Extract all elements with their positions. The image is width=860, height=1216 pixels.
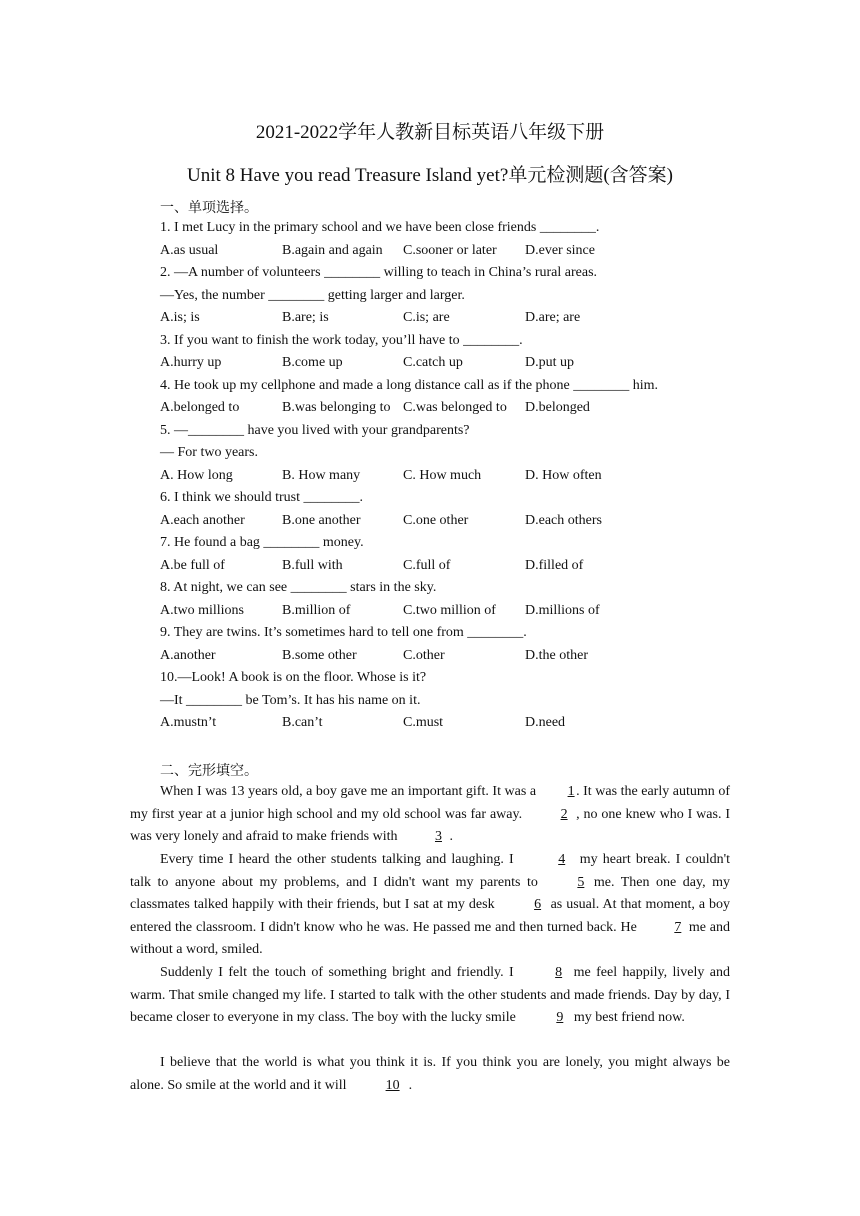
question-1-stem: 1. I met Lucy in the primary school and we have been close friends ________. [160, 220, 600, 235]
question-5-stem: 5. —________ have you lived with your grandparents? [160, 423, 470, 438]
option-a[interactable]: A.another [160, 648, 216, 663]
option-d[interactable]: D.put up [525, 355, 574, 370]
option-d[interactable]: D.need [525, 715, 566, 730]
question-9-stem: 9. They are twins. It’s sometimes hard to tell one from ________. [160, 625, 527, 640]
question-5-options [160, 467, 760, 485]
option-b[interactable]: B.are; is [282, 310, 329, 325]
blank-7[interactable]: 7 [674, 919, 682, 935]
paragraph-text: Every time I heard the other students talking and laughing. I [160, 852, 514, 867]
option-d[interactable]: D.the other [525, 648, 588, 663]
paragraph-text: as usual. At that moment, a boy entered the classroom. I didn't know who he was. He passed me and then turned back. He [130, 897, 731, 935]
option-c[interactable]: C.must [403, 715, 444, 730]
option-a[interactable]: A. How long [160, 468, 233, 483]
section2-heading: 二、完形填空。 [160, 764, 258, 779]
page-subtitle: Unit 8 Have you read Treasure Island yet?单元检测题(含答案) [187, 165, 673, 186]
blank-10[interactable]: 10 [385, 1077, 400, 1093]
option-b[interactable]: B. How many [282, 468, 361, 483]
option-a[interactable]: A.as usual [160, 243, 219, 258]
paragraph-text: , no one knew who I was. I was very lonely and afraid to make friends with [130, 806, 731, 845]
option-d[interactable]: D.filled of [525, 558, 584, 573]
paragraph-text: me feel happily, lively and warm. That smile changed my life. I started to talk with the other students and made friends. Day by day, I became closer to everyone in my class. The boy with the lucky smile [130, 965, 731, 1026]
option-b[interactable]: B.one another [282, 513, 361, 528]
option-d[interactable]: D.each others [525, 513, 602, 528]
paragraph-text: . It was the early autumn of my first year at a junior high school and my old school was far away. [130, 784, 731, 822]
question-4-stem: 4. He took up my cellphone and made a long distance call as if the phone ________ him. [160, 378, 659, 393]
option-d[interactable]: D. How often [525, 468, 602, 483]
blank-5[interactable]: 5 [577, 874, 585, 890]
blank-4[interactable]: 4 [558, 852, 566, 867]
question-6-options [160, 512, 760, 530]
option-d[interactable]: D.belonged [525, 400, 590, 415]
question-7-options [160, 557, 760, 575]
blank-6[interactable]: 6 [534, 897, 542, 913]
option-b[interactable]: B.million of [282, 603, 351, 618]
option-c[interactable]: C.two million of [403, 603, 496, 618]
option-b[interactable]: B.again and again [282, 243, 383, 258]
question-3-stem: 3. If you want to finish the work today, you’ll have to ________. [160, 333, 523, 348]
option-a[interactable]: A.be full of [160, 558, 225, 573]
option-c[interactable]: C.sooner or later [403, 243, 497, 258]
paragraph-text: me. Then one day, my classmates talked happily with their friends, but I sat at my desk [130, 874, 730, 913]
question-8-stem: 8. At night, we can see ________ stars in the sky. [160, 580, 437, 595]
option-c[interactable]: C. How much [403, 468, 482, 483]
option-b[interactable]: B.come up [282, 355, 343, 370]
paragraph-text: my heart break. I couldn't talk to anyone about my problems, and I didn't want my parents to [130, 852, 730, 890]
cloze-paragraph-3 [130, 962, 730, 1030]
paragraph-text: my best friend now. [573, 1010, 685, 1026]
paragraph-text: . [449, 829, 453, 845]
paragraph-text: I believe that the world is what you think it is. If you think you are lonely, you might always be alone. So smile at the world and it will [130, 1055, 730, 1093]
option-d[interactable]: D.are; are [525, 310, 581, 325]
option-a[interactable]: A.two millions [160, 603, 245, 618]
blank-3[interactable]: 3 [434, 829, 442, 845]
question-2-stem-line2: —Yes, the number ________ getting larger and larger. [160, 288, 465, 303]
question-2-options [160, 309, 760, 327]
option-b[interactable]: B.was belonging to [282, 400, 391, 415]
option-a[interactable]: A.belonged to [160, 400, 240, 415]
cloze-paragraph-4 [130, 1052, 730, 1097]
paragraph-text: Suddenly I felt the touch of something bright and friendly. I [160, 965, 514, 980]
question-10-stem: 10.—Look! A book is on the floor. Whose is it? [160, 670, 427, 685]
question-1-options [160, 242, 760, 260]
option-c[interactable]: C.was belonged to [403, 400, 507, 415]
paragraph-text: . [408, 1077, 413, 1093]
question-5-stem-line2: — For two years. [160, 445, 258, 460]
option-d[interactable]: D.millions of [525, 603, 600, 618]
option-a[interactable]: A.mustn’t [160, 715, 217, 730]
blank-8[interactable]: 8 [555, 965, 563, 980]
section1-heading: 一、单项选择。 [160, 201, 258, 216]
question-6-stem: 6. I think we should trust ________. [160, 490, 363, 505]
blank-2[interactable]: 2 [560, 806, 568, 822]
page-title: 2021-2022学年人教新目标英语八年级下册 [255, 122, 605, 143]
paragraph-text: When I was 13 years old, a boy gave me an important gift. It was a [160, 784, 537, 799]
option-a[interactable]: A.is; is [160, 310, 200, 325]
option-a[interactable]: A.hurry up [160, 355, 222, 370]
option-b[interactable]: B.full with [282, 558, 343, 573]
option-d[interactable]: D.ever since [525, 243, 595, 258]
question-10-options [160, 714, 760, 732]
question-8-options [160, 602, 760, 620]
blank-1[interactable]: 1 [567, 784, 575, 799]
option-b[interactable]: B.some other [282, 648, 357, 663]
option-a[interactable]: A.each another [160, 513, 245, 528]
blank-9[interactable]: 9 [556, 1010, 564, 1026]
question-9-options [160, 647, 760, 665]
option-c[interactable]: C.is; are [403, 310, 450, 325]
question-10-stem-line2: —It ________ be Tom’s. It has his name on it. [160, 693, 421, 708]
option-c[interactable]: C.other [403, 648, 445, 663]
option-c[interactable]: C.one other [403, 513, 469, 528]
question-3-options [160, 354, 760, 372]
option-b[interactable]: B.can’t [282, 715, 323, 730]
cloze-paragraph-1 [130, 781, 730, 849]
question-2-stem: 2. —A number of volunteers ________ willing to teach in China’s rural areas. [160, 265, 598, 280]
cloze-paragraph-2 [130, 849, 730, 962]
option-c[interactable]: C.catch up [403, 355, 463, 370]
option-c[interactable]: C.full of [403, 558, 451, 573]
question-4-options [160, 399, 760, 417]
paragraph-text: me and without a word, smiled. [130, 919, 730, 958]
question-7-stem: 7. He found a bag ________ money. [160, 535, 364, 550]
